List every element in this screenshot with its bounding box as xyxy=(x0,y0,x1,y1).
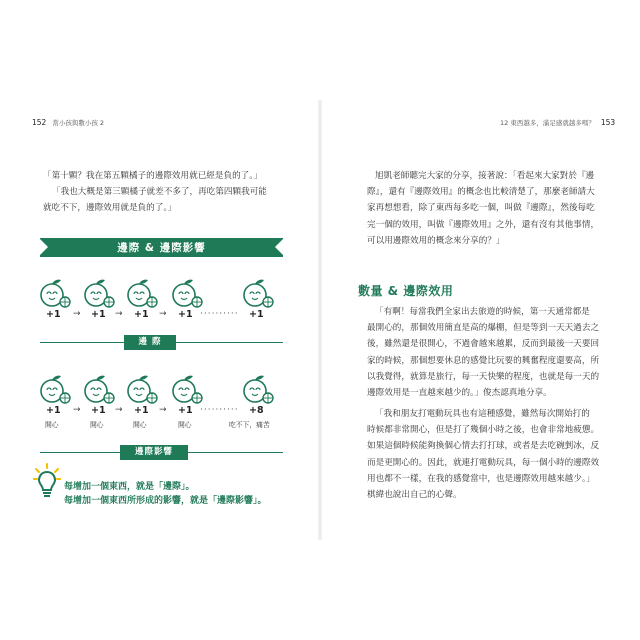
note-line: 每增加一個東西所形成的影響，就是「邊際影響」。 xyxy=(64,496,267,506)
text-line: 就吃不下，邊際效用就是負的了。」 xyxy=(43,203,177,214)
right-paragraph-2 xyxy=(367,304,599,401)
row1-value: +1 xyxy=(46,309,61,320)
arrow-icon: → xyxy=(159,309,167,319)
text-line: 如果這個時候能夠換個心情去打打球，或者是去吃碗剉冰，反 xyxy=(367,441,600,452)
arrow-icon: → xyxy=(115,309,123,319)
row2-feeling: 吃不下，痛苦 xyxy=(229,421,270,429)
arrow-icon: → xyxy=(159,405,167,415)
row1-value: +1 xyxy=(134,309,149,320)
right-running-title: 12 東西越多，滿足感就越多嗎？ xyxy=(500,119,595,127)
right-page-number: 153 xyxy=(600,118,616,127)
text-line: 可以用邊際效用的概念來分享的？」 xyxy=(367,235,505,246)
row2-feeling: 開心 xyxy=(178,421,192,429)
text-line: 後，雖然還是很開心，不過會越來越累，反而到最後一天要回 xyxy=(367,339,600,350)
orange-icon xyxy=(170,278,204,308)
right-paragraph-3 xyxy=(367,406,599,503)
arrow-icon: → xyxy=(73,309,81,319)
right-running-head xyxy=(500,118,615,127)
text-line: 完一個的效用，叫做『邊際效用』之外，還有沒有其他事情， xyxy=(367,219,600,230)
text-line: 而是更開心的。因此，就連打電動玩具，每一個小時的邊際效 xyxy=(367,457,600,468)
diagram-banner xyxy=(40,238,283,257)
left-running-title: 當小孩與數小孩 2 xyxy=(52,119,105,127)
orange-icon xyxy=(125,374,159,404)
orange-icon xyxy=(125,278,159,308)
orange-icon xyxy=(241,278,275,308)
text-line: 旭凱老師聽完大家的分享，接著說：「看起來大家對於『邊 xyxy=(375,171,595,181)
text-line: 以我覺得，就算是旅行，每一天快樂的程度，也就是每一天的 xyxy=(367,371,600,382)
text-line: 邊際效用是一直越來越少的。」俊杰認真地分享。 xyxy=(367,388,552,399)
row2-feeling: 開心 xyxy=(90,421,104,429)
orange-icon xyxy=(38,278,72,308)
row2-value: +8 xyxy=(249,405,264,416)
text-line: 「我也大概是第三顆橘子就差不多了，再吃第四顆我可能 xyxy=(52,187,267,198)
marginal-effect-label: 邊際影響 xyxy=(120,445,188,460)
text-line: 棋緯也說出自己的心聲。 xyxy=(367,490,462,501)
orange-icon xyxy=(241,374,275,404)
row1-value: +1 xyxy=(178,309,193,320)
orange-icon xyxy=(38,374,72,404)
text-line: 家再想想看，除了東西每多吃一個，叫做『邊際』，然後每吃 xyxy=(367,203,595,214)
row2-value: +1 xyxy=(178,405,193,416)
text-line: 際』，還有『邊際效用』的概念也比較清楚了，那麼老師請大 xyxy=(367,187,595,198)
orange-icon xyxy=(82,374,116,404)
banner-title: 邊際 & 邊際影響 xyxy=(117,242,206,254)
arrow-icon: → xyxy=(73,405,81,415)
arrow-icon: → xyxy=(115,405,123,415)
row2-value: +1 xyxy=(46,405,61,416)
ellipsis-dots: ·········· xyxy=(200,309,239,319)
text-line: 時候都非常開心，但是打了幾個小時之後，也會非常地疲憊。 xyxy=(367,425,600,436)
text-line: 最開心的，那個效用簡直是高的爆棚，但是等到一天天過去之 xyxy=(367,323,600,334)
left-intro-paragraph xyxy=(43,168,267,217)
right-paragraph-1 xyxy=(367,168,599,249)
lightbulb-icon xyxy=(33,463,61,505)
row2-feeling: 開心 xyxy=(133,421,147,429)
row1-value: +1 xyxy=(91,309,106,320)
text-line: 用也都不一樣，在我的感覺當中，也是邊際效用越來越少。」 xyxy=(367,473,595,484)
text-line: 家的時候，那個想要休息的感覺比玩要的興奮程度還要高，所 xyxy=(367,355,600,366)
text-line: 「第十顆？我在第五顆橘子的邊際效用就已經是負的了。」 xyxy=(43,171,263,181)
row2-value: +1 xyxy=(134,405,149,416)
row2-feeling: 開心 xyxy=(45,421,59,429)
text-line: 「有啊！每當我們全家出去旅遊的時候，第一天通常都是 xyxy=(375,307,590,317)
section-heading: 數量 & 邊際效用 xyxy=(358,284,454,298)
orange-icon xyxy=(82,278,116,308)
note-line: 每增加一個東西，就是「邊際」。 xyxy=(64,482,195,492)
ellipsis-dots: ·········· xyxy=(200,405,239,415)
row2-value: +1 xyxy=(91,405,106,416)
left-running-head xyxy=(32,118,104,127)
left-page-number: 152 xyxy=(32,118,47,127)
page-gutter xyxy=(318,100,322,540)
orange-icon xyxy=(170,374,204,404)
row1-value: +1 xyxy=(249,309,264,320)
marginal-label: 邊 際 xyxy=(124,335,176,350)
text-line: 「我和朋友打電動玩具也有這種感覺，雖然每次開始打的 xyxy=(375,409,590,419)
